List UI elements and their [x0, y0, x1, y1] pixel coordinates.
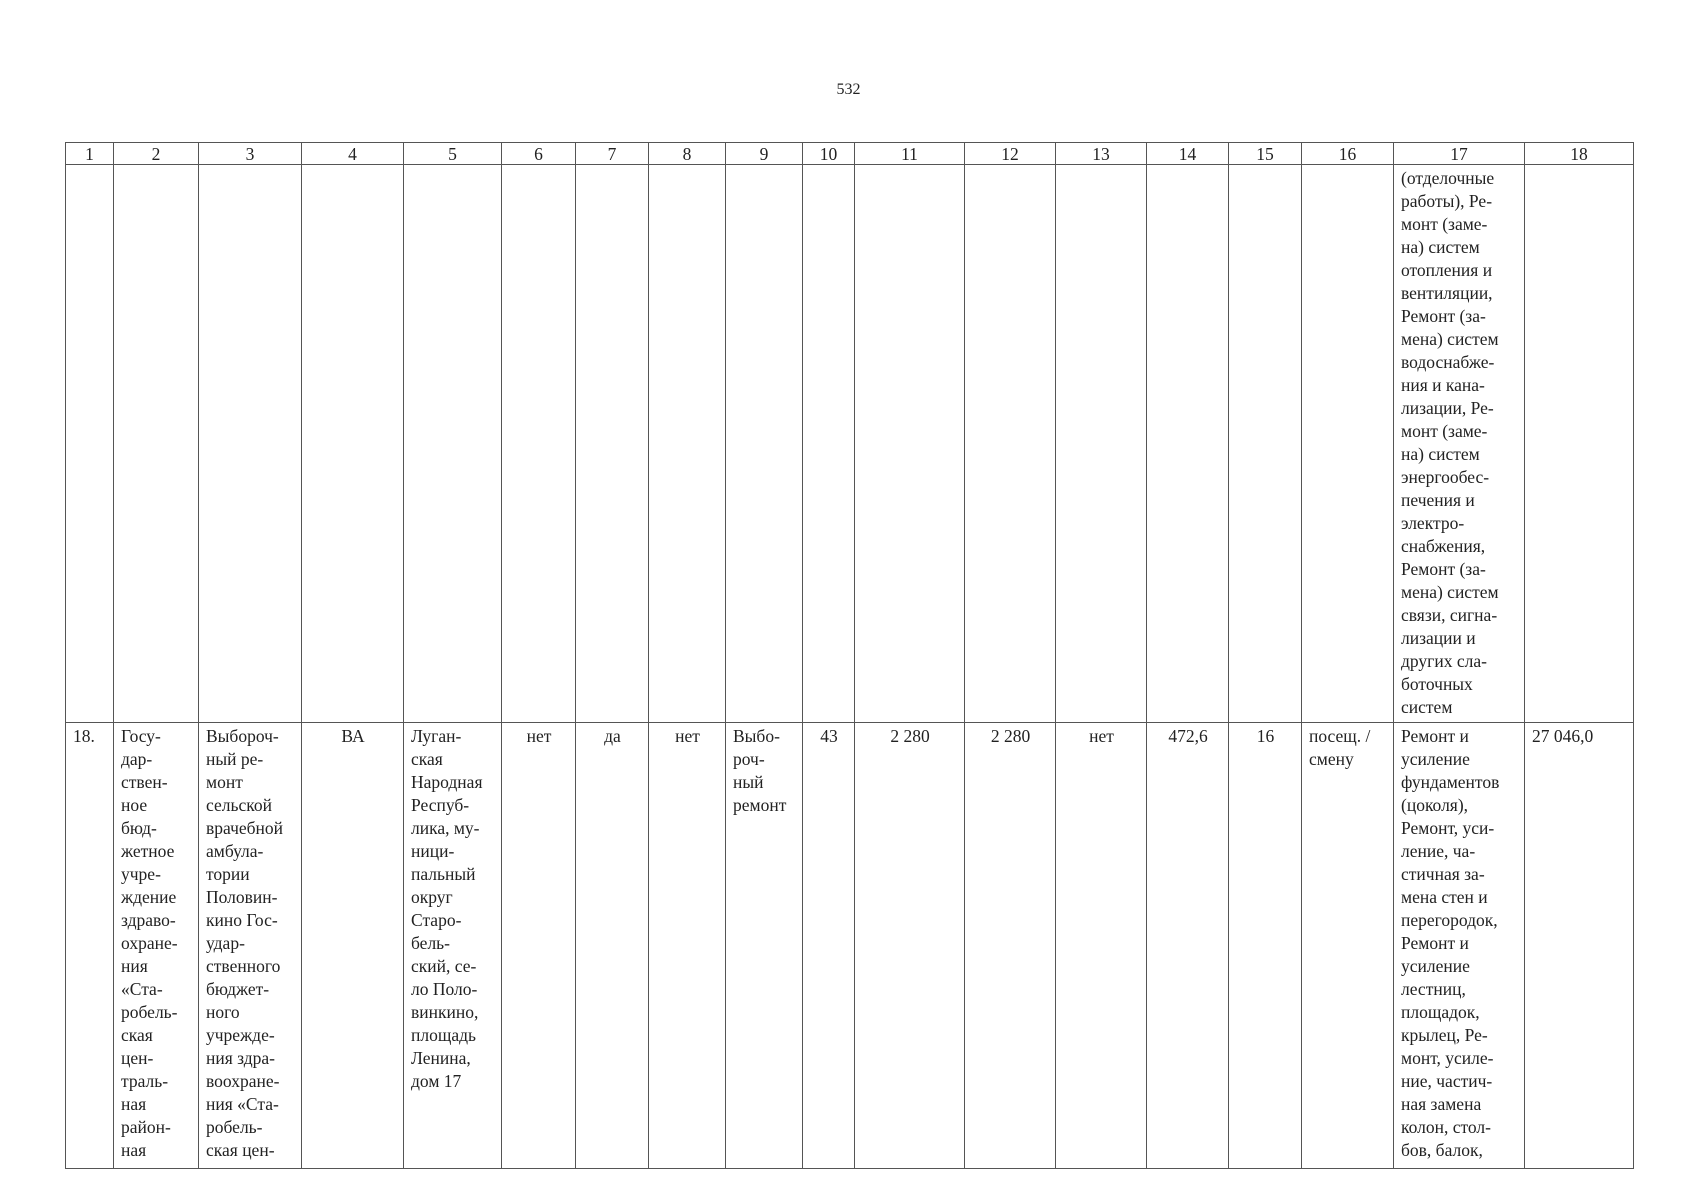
col-header: 15 [1229, 143, 1302, 165]
table-cell [1229, 165, 1302, 723]
table-cell [1056, 165, 1147, 723]
table-cell [649, 165, 726, 723]
code-cell: ВА [302, 723, 404, 1169]
institution-cell: Госу- дар- ствен- ное бюд- жетное учре- ждение здраво- охране- ния «Ста- робель- ская цен- траль- ная район- ная [114, 723, 199, 1169]
table-row [66, 723, 1634, 1169]
col-header: 17 [1394, 143, 1525, 165]
table-cell [302, 165, 404, 723]
table-cell-works: Ремонт и усиление фундаментов (цоколя), Ремонт, уси- ление, ча- стичная за- мена стен и перегородок, Ремонт и усиление лестниц, площадок, крылец, Ре- монт, усиле- ние, частич- ная замена колон, стол- бов, балок, [1394, 723, 1525, 1169]
table-cell [726, 165, 803, 723]
table-cell [1525, 165, 1634, 723]
flag-cell: да [576, 723, 649, 1169]
unit-cell: посещ. / смену [1302, 723, 1394, 1169]
col-header: 13 [1056, 143, 1147, 165]
value-cell: 2 280 [855, 723, 965, 1169]
table-cell [576, 165, 649, 723]
address-cell: Луган- ская Народная Респуб- лика, му- ници- пальный округ Старо- бель- ский, се- ло Поло- винкино, площадь Ленина, дом 17 [404, 723, 502, 1169]
col-header: 12 [965, 143, 1056, 165]
col-header: 2 [114, 143, 199, 165]
col-header: 3 [199, 143, 302, 165]
table-cell [114, 165, 199, 723]
table-cell [1147, 165, 1229, 723]
data-table [65, 142, 1634, 1169]
col-header: 18 [1525, 143, 1634, 165]
col-header: 7 [576, 143, 649, 165]
col-header: 4 [302, 143, 404, 165]
flag-cell: нет [502, 723, 576, 1169]
value-cell: 43 [803, 723, 855, 1169]
col-header: 14 [1147, 143, 1229, 165]
col-header: 11 [855, 143, 965, 165]
value-cell: 472,6 [1147, 723, 1229, 1169]
page-number: 532 [836, 81, 861, 98]
flag-cell: нет [1056, 723, 1147, 1169]
col-header: 5 [404, 143, 502, 165]
table-cell [66, 165, 114, 723]
col-header: 10 [803, 143, 855, 165]
value-cell: 2 280 [965, 723, 1056, 1169]
col-header: 6 [502, 143, 576, 165]
table-cell-works: (отделочные работы), Ре- монт (заме- на) систем отопления и вентиляции, Ремонт (за- мена) систем водоснабже- ния и кана- лизации, Ре- монт (заме- на) систем энергообес- печения и электро- снабжения, Ремонт (за- мена) систем связи, сигна- лизации и других сла- боточных систем [1394, 165, 1525, 723]
table-cell [502, 165, 576, 723]
header-row [66, 143, 1634, 165]
col-header: 16 [1302, 143, 1394, 165]
table-cell [855, 165, 965, 723]
value-cell: 16 [1229, 723, 1302, 1169]
col-header: 9 [726, 143, 803, 165]
row-number-cell: 18. [66, 723, 114, 1169]
table-cell [803, 165, 855, 723]
col-header: 8 [649, 143, 726, 165]
table-row-continuation [66, 165, 1634, 723]
cost-cell: 27 046,0 [1525, 723, 1634, 1169]
table-cell [1302, 165, 1394, 723]
object-name-cell: Выбороч- ный ре- монт сельской врачебной амбула- тории Половин- кино Гос- удар- ственного бюджет- ного учрежде- ния здра- воохране- ния «Ста- робель- ская цен- [199, 723, 302, 1169]
table-cell [965, 165, 1056, 723]
table-cell [199, 165, 302, 723]
work-type-cell: Выбо- роч- ный ремонт [726, 723, 803, 1169]
flag-cell: нет [649, 723, 726, 1169]
col-header: 1 [66, 143, 114, 165]
table-cell [404, 165, 502, 723]
